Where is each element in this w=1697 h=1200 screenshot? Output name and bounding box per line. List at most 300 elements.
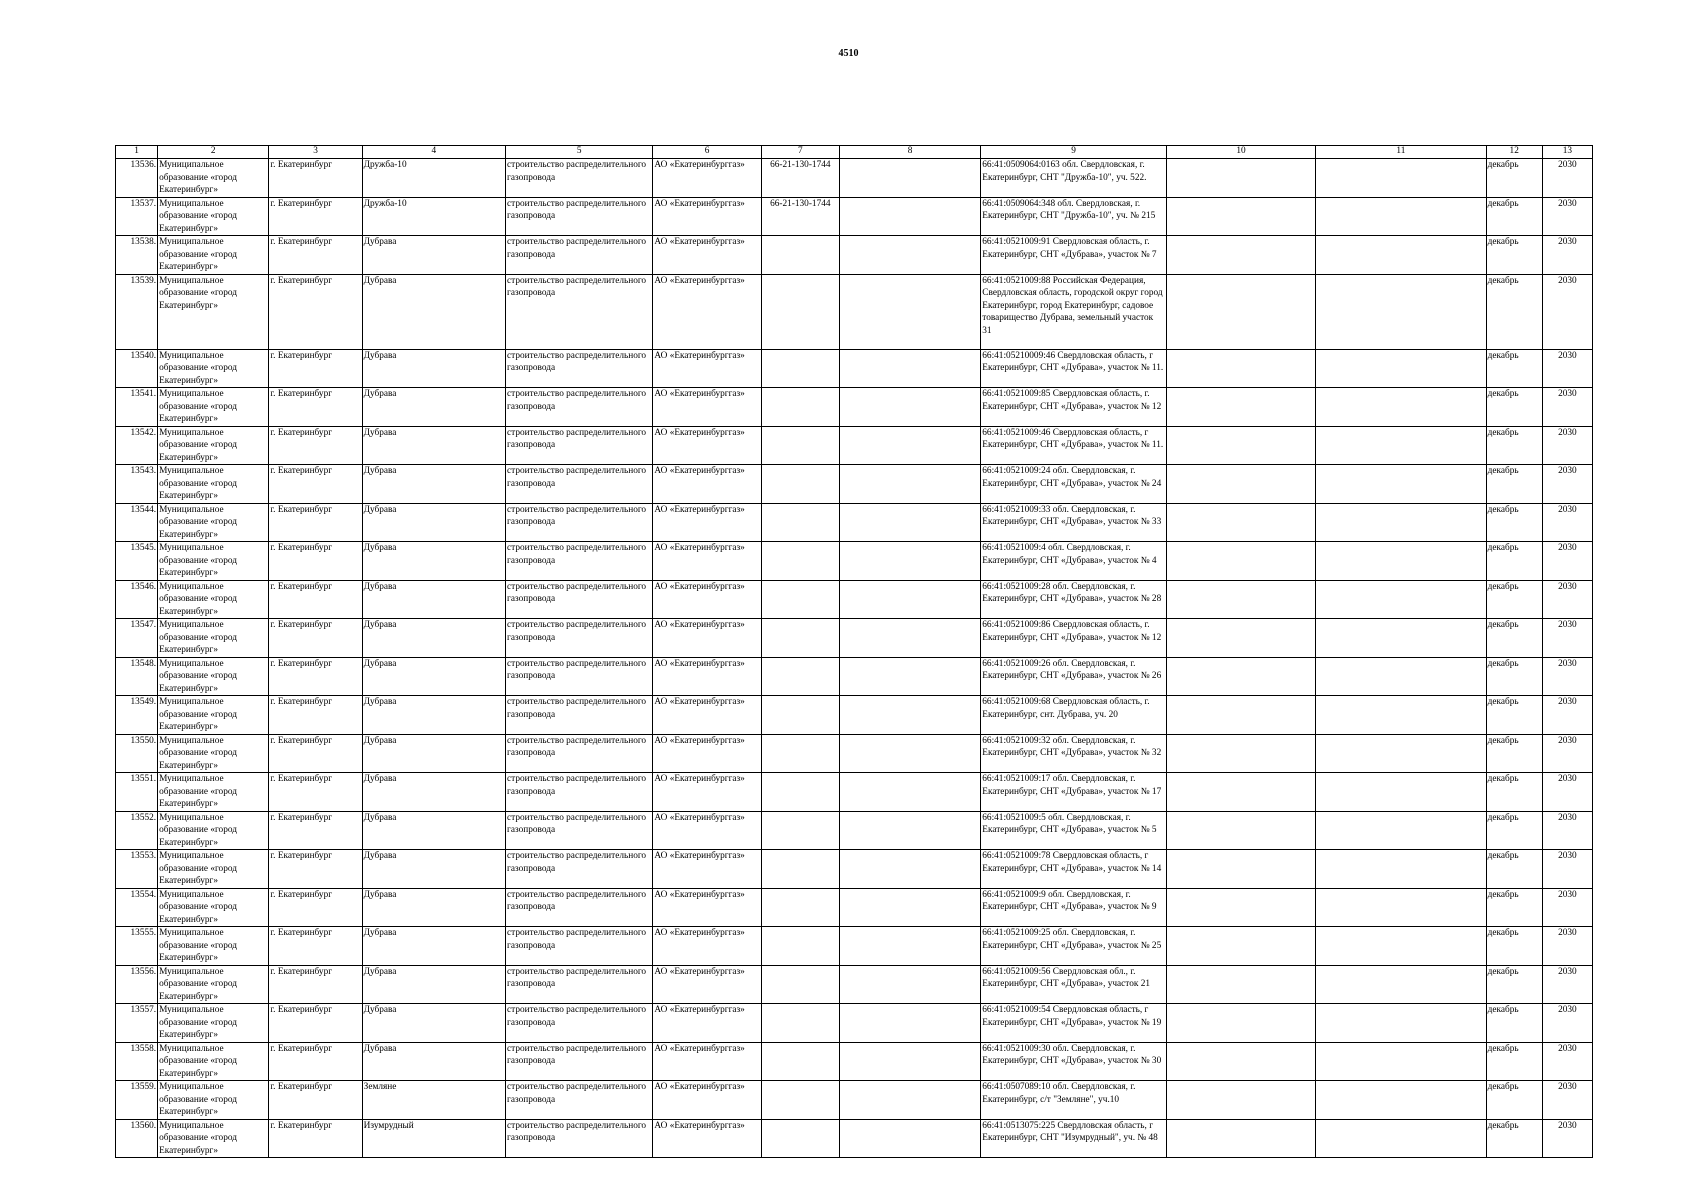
month-cell: декабрь xyxy=(1486,542,1542,581)
document-number-cell xyxy=(761,696,839,735)
year-cell: 2030 xyxy=(1542,811,1592,850)
municipality-cell: Муниципальное образование «город Екатеринбург» xyxy=(158,965,269,1004)
municipality-cell: Муниципальное образование «город Екатеринбург» xyxy=(158,503,269,542)
year-cell: 2030 xyxy=(1542,965,1592,1004)
organization-cell: АО «Екатеринбурггаз» xyxy=(653,1081,761,1120)
column-10-cell xyxy=(1166,503,1315,542)
month-cell: декабрь xyxy=(1486,850,1542,889)
month-cell: декабрь xyxy=(1486,274,1542,349)
settlement-cell: Дубрава xyxy=(362,888,505,927)
year-cell: 2030 xyxy=(1542,619,1592,658)
row-number: 13554. xyxy=(116,888,158,927)
column-8-cell xyxy=(839,197,980,236)
table-row xyxy=(116,619,1593,658)
row-number: 13536. xyxy=(116,159,158,198)
column-10-cell xyxy=(1166,349,1315,388)
cadastral-address-cell: 66:41:0509064:348 обл. Свердловская, г. Екатеринбург, СНТ "Дружба-10", уч. № 215 xyxy=(981,197,1167,236)
year-cell: 2030 xyxy=(1542,465,1592,504)
column-10-cell xyxy=(1166,1081,1315,1120)
column-10-cell xyxy=(1166,236,1315,275)
settlement-cell: Дубрава xyxy=(362,734,505,773)
city-cell: г. Екатеринбург xyxy=(269,426,362,465)
column-11-cell xyxy=(1316,696,1486,735)
column-10-cell xyxy=(1166,197,1315,236)
column-11-cell xyxy=(1316,197,1486,236)
cadastral-address-cell: 66:41:0521009:68 Свердловская область, г. Екатеринбург, снт. Дубрава, уч. 20 xyxy=(981,696,1167,735)
purpose-cell: строительство распределительного газопровода xyxy=(506,1042,653,1081)
table-row xyxy=(116,197,1593,236)
settlement-cell: Дубрава xyxy=(362,1004,505,1043)
purpose-cell: строительство распределительного газопровода xyxy=(506,159,653,198)
column-10-cell xyxy=(1166,965,1315,1004)
cadastral-address-cell: 66:41:0521009:30 обл. Свердловская, г. Екатеринбург, СНТ «Дубрава», участок № 30 xyxy=(981,1042,1167,1081)
municipality-cell: Муниципальное образование «город Екатеринбург» xyxy=(158,465,269,504)
city-cell: г. Екатеринбург xyxy=(269,888,362,927)
column-8-cell xyxy=(839,580,980,619)
year-cell: 2030 xyxy=(1542,734,1592,773)
column-header: 7 xyxy=(761,146,839,159)
cadastral-address-cell: 66:41:0521009:91 Свердловская область, г. Екатеринбург, СНТ «Дубрава», участок № 7 xyxy=(981,236,1167,275)
municipality-cell: Муниципальное образование «город Екатеринбург» xyxy=(158,1042,269,1081)
document-number-cell xyxy=(761,773,839,812)
municipality-cell: Муниципальное образование «город Екатеринбург» xyxy=(158,159,269,198)
municipality-cell: Муниципальное образование «город Екатеринбург» xyxy=(158,388,269,427)
column-8-cell xyxy=(839,619,980,658)
settlement-cell: Дубрава xyxy=(362,503,505,542)
city-cell: г. Екатеринбург xyxy=(269,1119,362,1158)
month-cell: декабрь xyxy=(1486,696,1542,735)
column-11-cell xyxy=(1316,850,1486,889)
column-header: 4 xyxy=(362,146,505,159)
settlement-cell: Дубрава xyxy=(362,657,505,696)
document-number-cell xyxy=(761,580,839,619)
city-cell: г. Екатеринбург xyxy=(269,1004,362,1043)
document-number-cell xyxy=(761,1042,839,1081)
column-header: 11 xyxy=(1316,146,1486,159)
organization-cell: АО «Екатеринбурггаз» xyxy=(653,696,761,735)
column-11-cell xyxy=(1316,388,1486,427)
settlement-cell: Дубрава xyxy=(362,1042,505,1081)
year-cell: 2030 xyxy=(1542,927,1592,966)
month-cell: декабрь xyxy=(1486,388,1542,427)
table-row xyxy=(116,965,1593,1004)
purpose-cell: строительство распределительного газопровода xyxy=(506,197,653,236)
table-row xyxy=(116,274,1593,349)
year-cell: 2030 xyxy=(1542,274,1592,349)
settlement-cell: Дубрава xyxy=(362,850,505,889)
column-10-cell xyxy=(1166,580,1315,619)
purpose-cell: строительство распределительного газопровода xyxy=(506,388,653,427)
month-cell: декабрь xyxy=(1486,1042,1542,1081)
month-cell: декабрь xyxy=(1486,1004,1542,1043)
city-cell: г. Екатеринбург xyxy=(269,657,362,696)
year-cell: 2030 xyxy=(1542,850,1592,889)
city-cell: г. Екатеринбург xyxy=(269,1081,362,1120)
column-header: 3 xyxy=(269,146,362,159)
column-10-cell xyxy=(1166,811,1315,850)
document-number-cell: 66-21-130-1744 xyxy=(761,197,839,236)
column-11-cell xyxy=(1316,274,1486,349)
year-cell: 2030 xyxy=(1542,388,1592,427)
document-number-cell xyxy=(761,236,839,275)
cadastral-address-cell: 66:41:0521009:25 обл. Свердловская, г. Екатеринбург, СНТ «Дубрава», участок № 25 xyxy=(981,927,1167,966)
column-11-cell xyxy=(1316,1042,1486,1081)
row-number: 13542. xyxy=(116,426,158,465)
organization-cell: АО «Екатеринбурггаз» xyxy=(653,811,761,850)
document-number-cell xyxy=(761,503,839,542)
table-row xyxy=(116,426,1593,465)
table-row xyxy=(116,236,1593,275)
row-number: 13544. xyxy=(116,503,158,542)
settlement-cell: Дубрава xyxy=(362,773,505,812)
row-number: 13558. xyxy=(116,1042,158,1081)
settlement-cell: Дубрава xyxy=(362,465,505,504)
month-cell: декабрь xyxy=(1486,734,1542,773)
year-cell: 2030 xyxy=(1542,1081,1592,1120)
municipality-cell: Муниципальное образование «город Екатеринбург» xyxy=(158,1119,269,1158)
municipality-cell: Муниципальное образование «город Екатеринбург» xyxy=(158,811,269,850)
purpose-cell: строительство распределительного газопровода xyxy=(506,580,653,619)
year-cell: 2030 xyxy=(1542,657,1592,696)
row-number: 13549. xyxy=(116,696,158,735)
row-number: 13545. xyxy=(116,542,158,581)
settlement-cell: Дубрава xyxy=(362,274,505,349)
month-cell: декабрь xyxy=(1486,811,1542,850)
purpose-cell: строительство распределительного газопровода xyxy=(506,773,653,812)
purpose-cell: строительство распределительного газопровода xyxy=(506,236,653,275)
purpose-cell: строительство распределительного газопровода xyxy=(506,619,653,658)
organization-cell: АО «Екатеринбурггаз» xyxy=(653,927,761,966)
column-11-cell xyxy=(1316,927,1486,966)
document-number-cell xyxy=(761,349,839,388)
document-number-cell xyxy=(761,388,839,427)
cadastral-address-cell: 66:41:0521009:88 Российская Федерация, Свердловская область, городской округ город Екатеринбург, город Екатеринбург, садовое товарищество Дубрава, земельный участок 31 xyxy=(981,274,1167,349)
column-10-cell xyxy=(1166,1119,1315,1158)
purpose-cell: строительство распределительного газопровода xyxy=(506,426,653,465)
city-cell: г. Екатеринбург xyxy=(269,465,362,504)
organization-cell: АО «Екатеринбурггаз» xyxy=(653,1042,761,1081)
organization-cell: АО «Екатеринбурггаз» xyxy=(653,1004,761,1043)
row-number: 13560. xyxy=(116,1119,158,1158)
table-row xyxy=(116,773,1593,812)
settlement-cell: Дубрава xyxy=(362,696,505,735)
settlement-cell: Дубрава xyxy=(362,236,505,275)
city-cell: г. Екатеринбург xyxy=(269,734,362,773)
row-number: 13552. xyxy=(116,811,158,850)
purpose-cell: строительство распределительного газопровода xyxy=(506,465,653,504)
row-number: 13557. xyxy=(116,1004,158,1043)
settlement-cell: Дубрава xyxy=(362,811,505,850)
cadastral-address-cell: 66:41:0521009:33 обл. Свердловская, г. Екатеринбург, СНТ «Дубрава», участок № 33 xyxy=(981,503,1167,542)
column-8-cell xyxy=(839,1119,980,1158)
row-number: 13546. xyxy=(116,580,158,619)
column-11-cell xyxy=(1316,619,1486,658)
settlement-cell: Дубрава xyxy=(362,542,505,581)
column-header: 13 xyxy=(1542,146,1592,159)
table-row xyxy=(116,388,1593,427)
registry-body xyxy=(116,159,1593,1158)
purpose-cell: строительство распределительного газопровода xyxy=(506,850,653,889)
row-number: 13543. xyxy=(116,465,158,504)
month-cell: декабрь xyxy=(1486,1081,1542,1120)
column-11-cell xyxy=(1316,426,1486,465)
column-header: 10 xyxy=(1166,146,1315,159)
city-cell: г. Екатеринбург xyxy=(269,927,362,966)
document-number-cell xyxy=(761,542,839,581)
city-cell: г. Екатеринбург xyxy=(269,1042,362,1081)
column-10-cell xyxy=(1166,927,1315,966)
table-row xyxy=(116,888,1593,927)
municipality-cell: Муниципальное образование «город Екатеринбург» xyxy=(158,580,269,619)
municipality-cell: Муниципальное образование «город Екатеринбург» xyxy=(158,773,269,812)
purpose-cell: строительство распределительного газопровода xyxy=(506,811,653,850)
city-cell: г. Екатеринбург xyxy=(269,696,362,735)
document-number-cell xyxy=(761,1081,839,1120)
purpose-cell: строительство распределительного газопровода xyxy=(506,927,653,966)
column-8-cell xyxy=(839,426,980,465)
column-8-cell xyxy=(839,465,980,504)
table-row xyxy=(116,927,1593,966)
month-cell: декабрь xyxy=(1486,927,1542,966)
column-11-cell xyxy=(1316,888,1486,927)
municipality-cell: Муниципальное образование «город Екатеринбург» xyxy=(158,619,269,658)
organization-cell: АО «Екатеринбурггаз» xyxy=(653,619,761,658)
organization-cell: АО «Екатеринбурггаз» xyxy=(653,274,761,349)
column-8-cell xyxy=(839,811,980,850)
column-10-cell xyxy=(1166,465,1315,504)
row-number: 13556. xyxy=(116,965,158,1004)
municipality-cell: Муниципальное образование «город Екатеринбург» xyxy=(158,888,269,927)
settlement-cell: Дубрава xyxy=(362,349,505,388)
cadastral-address-cell: 66:41:0513075:225 Свердловская область, г Екатеринбург, СНТ "Изумрудный", уч. № 48 xyxy=(981,1119,1167,1158)
municipality-cell: Муниципальное образование «город Екатеринбург» xyxy=(158,850,269,889)
year-cell: 2030 xyxy=(1542,426,1592,465)
row-number: 13551. xyxy=(116,773,158,812)
column-8-cell xyxy=(839,236,980,275)
row-number: 13541. xyxy=(116,388,158,427)
purpose-cell: строительство распределительного газопровода xyxy=(506,888,653,927)
month-cell: декабрь xyxy=(1486,349,1542,388)
column-11-cell xyxy=(1316,580,1486,619)
cadastral-address-cell: 66:41:0521009:5 обл. Свердловская, г. Екатеринбург, СНТ «Дубрава», участок № 5 xyxy=(981,811,1167,850)
year-cell: 2030 xyxy=(1542,159,1592,198)
column-10-cell xyxy=(1166,274,1315,349)
table-row xyxy=(116,159,1593,198)
month-cell: декабрь xyxy=(1486,657,1542,696)
column-11-cell xyxy=(1316,1119,1486,1158)
cadastral-address-cell: 66:41:0521009:4 обл. Свердловская, г. Екатеринбург, СНТ «Дубрава», участок № 4 xyxy=(981,542,1167,581)
table-row xyxy=(116,1004,1593,1043)
city-cell: г. Екатеринбург xyxy=(269,503,362,542)
document-number-cell xyxy=(761,965,839,1004)
municipality-cell: Муниципальное образование «город Екатеринбург» xyxy=(158,197,269,236)
municipality-cell: Муниципальное образование «город Екатеринбург» xyxy=(158,236,269,275)
settlement-cell: Дубрава xyxy=(362,426,505,465)
document-number-cell: 66-21-130-1744 xyxy=(761,159,839,198)
row-number: 13553. xyxy=(116,850,158,889)
cadastral-address-cell: 66:41:0509064:0163 обл. Свердловская, г. Екатеринбург, СНТ "Дружба-10", уч. 522. xyxy=(981,159,1167,198)
month-cell: декабрь xyxy=(1486,888,1542,927)
city-cell: г. Екатеринбург xyxy=(269,274,362,349)
column-header: 2 xyxy=(158,146,269,159)
organization-cell: АО «Екатеринбурггаз» xyxy=(653,349,761,388)
settlement-cell: Дружба-10 xyxy=(362,159,505,198)
cadastral-address-cell: 66:41:0521009:32 обл. Свердловская, г. Екатеринбург, СНТ «Дубрава», участок № 32 xyxy=(981,734,1167,773)
organization-cell: АО «Екатеринбурггаз» xyxy=(653,236,761,275)
column-11-cell xyxy=(1316,811,1486,850)
month-cell: декабрь xyxy=(1486,426,1542,465)
table-row xyxy=(116,811,1593,850)
document-number-cell xyxy=(761,734,839,773)
city-cell: г. Екатеринбург xyxy=(269,619,362,658)
year-cell: 2030 xyxy=(1542,773,1592,812)
cadastral-address-cell: 66:41:0521009:26 обл. Свердловская, г. Екатеринбург, СНТ «Дубрава», участок № 26 xyxy=(981,657,1167,696)
municipality-cell: Муниципальное образование «город Екатеринбург» xyxy=(158,927,269,966)
municipality-cell: Муниципальное образование «город Екатеринбург» xyxy=(158,657,269,696)
row-number: 13547. xyxy=(116,619,158,658)
column-8-cell xyxy=(839,927,980,966)
document-number-cell xyxy=(761,465,839,504)
city-cell: г. Екатеринбург xyxy=(269,811,362,850)
column-11-cell xyxy=(1316,1081,1486,1120)
cadastral-address-cell: 66:41:0521009:46 Свердловская область, г Екатеринбург, СНТ «Дубрава», участок № 11. xyxy=(981,426,1167,465)
cadastral-address-cell: 66:41:0507089:10 обл. Свердловская, г. Екатеринбург, с/т "Земляне", уч.10 xyxy=(981,1081,1167,1120)
organization-cell: АО «Екатеринбурггаз» xyxy=(653,1119,761,1158)
month-cell: декабрь xyxy=(1486,773,1542,812)
settlement-cell: Дубрава xyxy=(362,388,505,427)
table-row xyxy=(116,580,1593,619)
municipality-cell: Муниципальное образование «город Екатеринбург» xyxy=(158,1081,269,1120)
column-11-cell xyxy=(1316,503,1486,542)
year-cell: 2030 xyxy=(1542,236,1592,275)
settlement-cell: Земляне xyxy=(362,1081,505,1120)
column-8-cell xyxy=(839,1042,980,1081)
table-row xyxy=(116,503,1593,542)
page-number: 4510 xyxy=(838,48,859,59)
row-number: 13550. xyxy=(116,734,158,773)
organization-cell: АО «Екатеринбурггаз» xyxy=(653,888,761,927)
cadastral-address-cell: 66:41:0521009:17 обл. Свердловская, г. Екатеринбург, СНТ «Дубрава», участок № 17 xyxy=(981,773,1167,812)
year-cell: 2030 xyxy=(1542,1004,1592,1043)
organization-cell: АО «Екатеринбурггаз» xyxy=(653,657,761,696)
column-8-cell xyxy=(839,1004,980,1043)
organization-cell: АО «Екатеринбурггаз» xyxy=(653,965,761,1004)
column-header: 6 xyxy=(653,146,761,159)
column-8-cell xyxy=(839,850,980,889)
organization-cell: АО «Екатеринбурггаз» xyxy=(653,465,761,504)
month-cell: декабрь xyxy=(1486,236,1542,275)
column-8-cell xyxy=(839,542,980,581)
column-10-cell xyxy=(1166,388,1315,427)
purpose-cell: строительство распределительного газопровода xyxy=(506,1004,653,1043)
year-cell: 2030 xyxy=(1542,349,1592,388)
table-row xyxy=(116,1119,1593,1158)
column-8-cell xyxy=(839,888,980,927)
column-10-cell xyxy=(1166,657,1315,696)
column-11-cell xyxy=(1316,349,1486,388)
column-8-cell xyxy=(839,349,980,388)
municipality-cell: Муниципальное образование «город Екатеринбург» xyxy=(158,349,269,388)
cadastral-address-cell: 66:41:0521009:86 Свердловская область, г. Екатеринбург, СНТ «Дубрава», участок № 12 xyxy=(981,619,1167,658)
purpose-cell: строительство распределительного газопровода xyxy=(506,734,653,773)
document-number-cell xyxy=(761,1119,839,1158)
organization-cell: АО «Екатеринбурггаз» xyxy=(653,388,761,427)
column-8-cell xyxy=(839,657,980,696)
city-cell: г. Екатеринбург xyxy=(269,850,362,889)
column-10-cell xyxy=(1166,850,1315,889)
document-number-cell xyxy=(761,811,839,850)
settlement-cell: Изумрудный xyxy=(362,1119,505,1158)
column-11-cell xyxy=(1316,236,1486,275)
row-number: 13539. xyxy=(116,274,158,349)
document-number-cell xyxy=(761,619,839,658)
table-row xyxy=(116,1042,1593,1081)
column-10-cell xyxy=(1166,1004,1315,1043)
organization-cell: АО «Екатеринбурггаз» xyxy=(653,850,761,889)
municipality-cell: Муниципальное образование «город Екатеринбург» xyxy=(158,1004,269,1043)
column-10-cell xyxy=(1166,734,1315,773)
table-row xyxy=(116,850,1593,889)
city-cell: г. Екатеринбург xyxy=(269,349,362,388)
table-row xyxy=(116,542,1593,581)
document-number-cell xyxy=(761,888,839,927)
document-number-cell xyxy=(761,426,839,465)
column-11-cell xyxy=(1316,734,1486,773)
city-cell: г. Екатеринбург xyxy=(269,580,362,619)
year-cell: 2030 xyxy=(1542,503,1592,542)
column-11-cell xyxy=(1316,159,1486,198)
column-11-cell xyxy=(1316,1004,1486,1043)
month-cell: декабрь xyxy=(1486,619,1542,658)
cadastral-address-cell: 66:41:0521009:56 Свердловская обл., г. Екатеринбург, СНТ «Дубрава», участок 21 xyxy=(981,965,1167,1004)
cadastral-address-cell: 66:41:05210009:46 Свердловская область, г Екатеринбург, СНТ «Дубрава», участок № 11. xyxy=(981,349,1167,388)
column-8-cell xyxy=(839,388,980,427)
city-cell: г. Екатеринбург xyxy=(269,773,362,812)
organization-cell: АО «Екатеринбурггаз» xyxy=(653,542,761,581)
column-header: 8 xyxy=(839,146,980,159)
column-10-cell xyxy=(1166,773,1315,812)
column-10-cell xyxy=(1166,159,1315,198)
city-cell: г. Екатеринбург xyxy=(269,542,362,581)
city-cell: г. Екатеринбург xyxy=(269,236,362,275)
month-cell: декабрь xyxy=(1486,465,1542,504)
cadastral-address-cell: 66:41:0521009:54 Свердловская область, г Екатеринбург, СНТ «Дубрава», участок № 19 xyxy=(981,1004,1167,1043)
table-row xyxy=(116,465,1593,504)
organization-cell: АО «Екатеринбурггаз» xyxy=(653,580,761,619)
column-8-cell xyxy=(839,734,980,773)
row-number: 13555. xyxy=(116,927,158,966)
header-row xyxy=(116,146,1593,159)
municipality-cell: Муниципальное образование «город Екатеринбург» xyxy=(158,274,269,349)
table-row xyxy=(116,1081,1593,1120)
settlement-cell: Дружба-10 xyxy=(362,197,505,236)
document-number-cell xyxy=(761,927,839,966)
month-cell: декабрь xyxy=(1486,1119,1542,1158)
year-cell: 2030 xyxy=(1542,542,1592,581)
column-11-cell xyxy=(1316,773,1486,812)
month-cell: декабрь xyxy=(1486,159,1542,198)
row-number: 13559. xyxy=(116,1081,158,1120)
settlement-cell: Дубрава xyxy=(362,965,505,1004)
cadastral-address-cell: 66:41:0521009:78 Свердловская область, г Екатеринбург, СНТ «Дубрава», участок № 14 xyxy=(981,850,1167,889)
column-header: 5 xyxy=(506,146,653,159)
organization-cell: АО «Екатеринбурггаз» xyxy=(653,773,761,812)
cadastral-address-cell: 66:41:0521009:24 обл. Свердловская, г. Екатеринбург, СНТ «Дубрава», участок № 24 xyxy=(981,465,1167,504)
month-cell: декабрь xyxy=(1486,503,1542,542)
column-10-cell xyxy=(1166,696,1315,735)
city-cell: г. Екатеринбург xyxy=(269,197,362,236)
column-header: 1 xyxy=(116,146,158,159)
